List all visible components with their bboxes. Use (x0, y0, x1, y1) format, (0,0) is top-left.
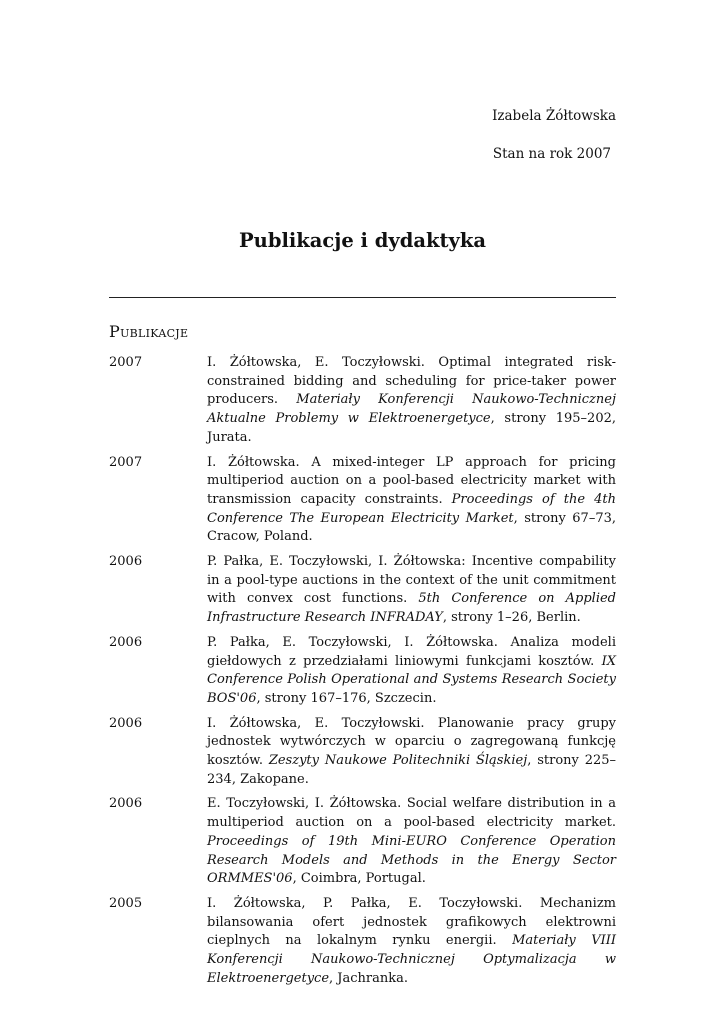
publication-year: 2007 (109, 454, 143, 470)
publication-item (109, 454, 616, 548)
publication-item (109, 354, 616, 448)
publication-details: , strony 195–202, Jurata. (207, 411, 617, 445)
publication-entry (207, 895, 616, 989)
publication-details: , Jachranka. (329, 970, 408, 986)
publication-details: , strony 167–176, Szczecin. (256, 690, 437, 706)
publication-list (109, 354, 616, 995)
publication-item (109, 895, 616, 989)
publication-authors-title: I. Żółtowska. A mixed-integer LP approach for pricing multiperiod auction on a pool-based electricity market with transmission capacity constraints. (207, 454, 616, 507)
publication-entry (207, 634, 616, 709)
publication-venue: Materiały VIII Konferencji Naukowo-Technicznej Optymalizacja w Elektroenergetyce (207, 933, 616, 986)
publication-year: 2006 (109, 634, 143, 650)
publication-venue: Materiały Konferencji Naukowo-Technicznej Aktualne Problemy w Elektroenergetyce (207, 392, 617, 427)
publication-venue: Proceedings of the 4th Conference The European Electricity Market (207, 491, 617, 526)
publication-authors-title: I. Żółtowska, P. Pałka, E. Toczyłowski. Mechanizm bilansowania ofert jednostek grafikowych elektrowni cieplnych na lokalnym rynku energii. (207, 895, 616, 949)
publication-venue: IX Conference Polish Operational and Systems Research Society BOS'06 (207, 653, 616, 706)
publication-venue: Zeszyty Naukowe Politechniki Śląskiej (268, 753, 528, 769)
publication-details: , strony 1–26, Berlin. (442, 610, 581, 626)
horizontal-rule (109, 297, 616, 298)
publication-item (109, 634, 616, 709)
section-heading: Publikacje (109, 322, 189, 341)
publication-authors-title: P. Pałka, E. Toczyłowski, I. Żółtowska. Analiza modeli giełdowych z przedziałami liniowymi funkcjami kosztów. (207, 634, 616, 669)
publication-entry (207, 354, 616, 448)
publication-item (109, 553, 616, 628)
publication-authors-title: P. Pałka, E. Toczyłowski, I. Żółtowska: Incentive compability in a pool-type auctions in the context of the unit commitment with convex cost functions. (207, 554, 616, 607)
publication-entry (207, 553, 616, 628)
publication-entry (207, 715, 616, 790)
publication-details: , strony 67–73, Cracow, Poland. (207, 510, 616, 545)
publication-year: 2007 (109, 355, 143, 370)
publication-year: 2006 (109, 796, 143, 812)
publication-entry (207, 454, 616, 548)
page-title: Publikacje i dydaktyka (239, 229, 486, 252)
publication-authors-title: E. Toczyłowski, I. Żółtowska. Social welfare distribution in a multiperiod auction on a pool-based electricity market. (207, 796, 616, 831)
publication-venue: 5th Conference on Applied Infrastructure Research INFRADAY (207, 591, 616, 626)
publication-item (109, 795, 616, 889)
publication-year: 2006 (109, 715, 143, 731)
author-name: Izabela Żółtowska (492, 108, 616, 124)
publication-item (109, 715, 616, 790)
publication-entry (207, 795, 616, 889)
publication-details: , strony 225–234, Zakopane. (207, 753, 617, 787)
publication-year: 2006 (109, 554, 143, 570)
publication-authors-title: I. Żółtowska, E. Toczyłowski. Optimal integrated risk-constrained bidding and scheduling for price-taker power producers. (207, 355, 616, 408)
publication-year: 2005 (109, 895, 143, 911)
publication-authors-title: I. Żółtowska, E. Toczyłowski. Planowanie pracy grupy jednostek wytwórczych w oparciu o zagregowaną funkcję kosztów. (207, 715, 616, 769)
status-line: Stan na rok 2007 (492, 146, 611, 162)
publication-details: , Coimbra, Portugal. (292, 871, 426, 887)
publication-venue: Proceedings of 19th Mini-EURO Conference Operation Research Models and Methods in the Energy Sector ORMMES'06 (207, 833, 616, 887)
